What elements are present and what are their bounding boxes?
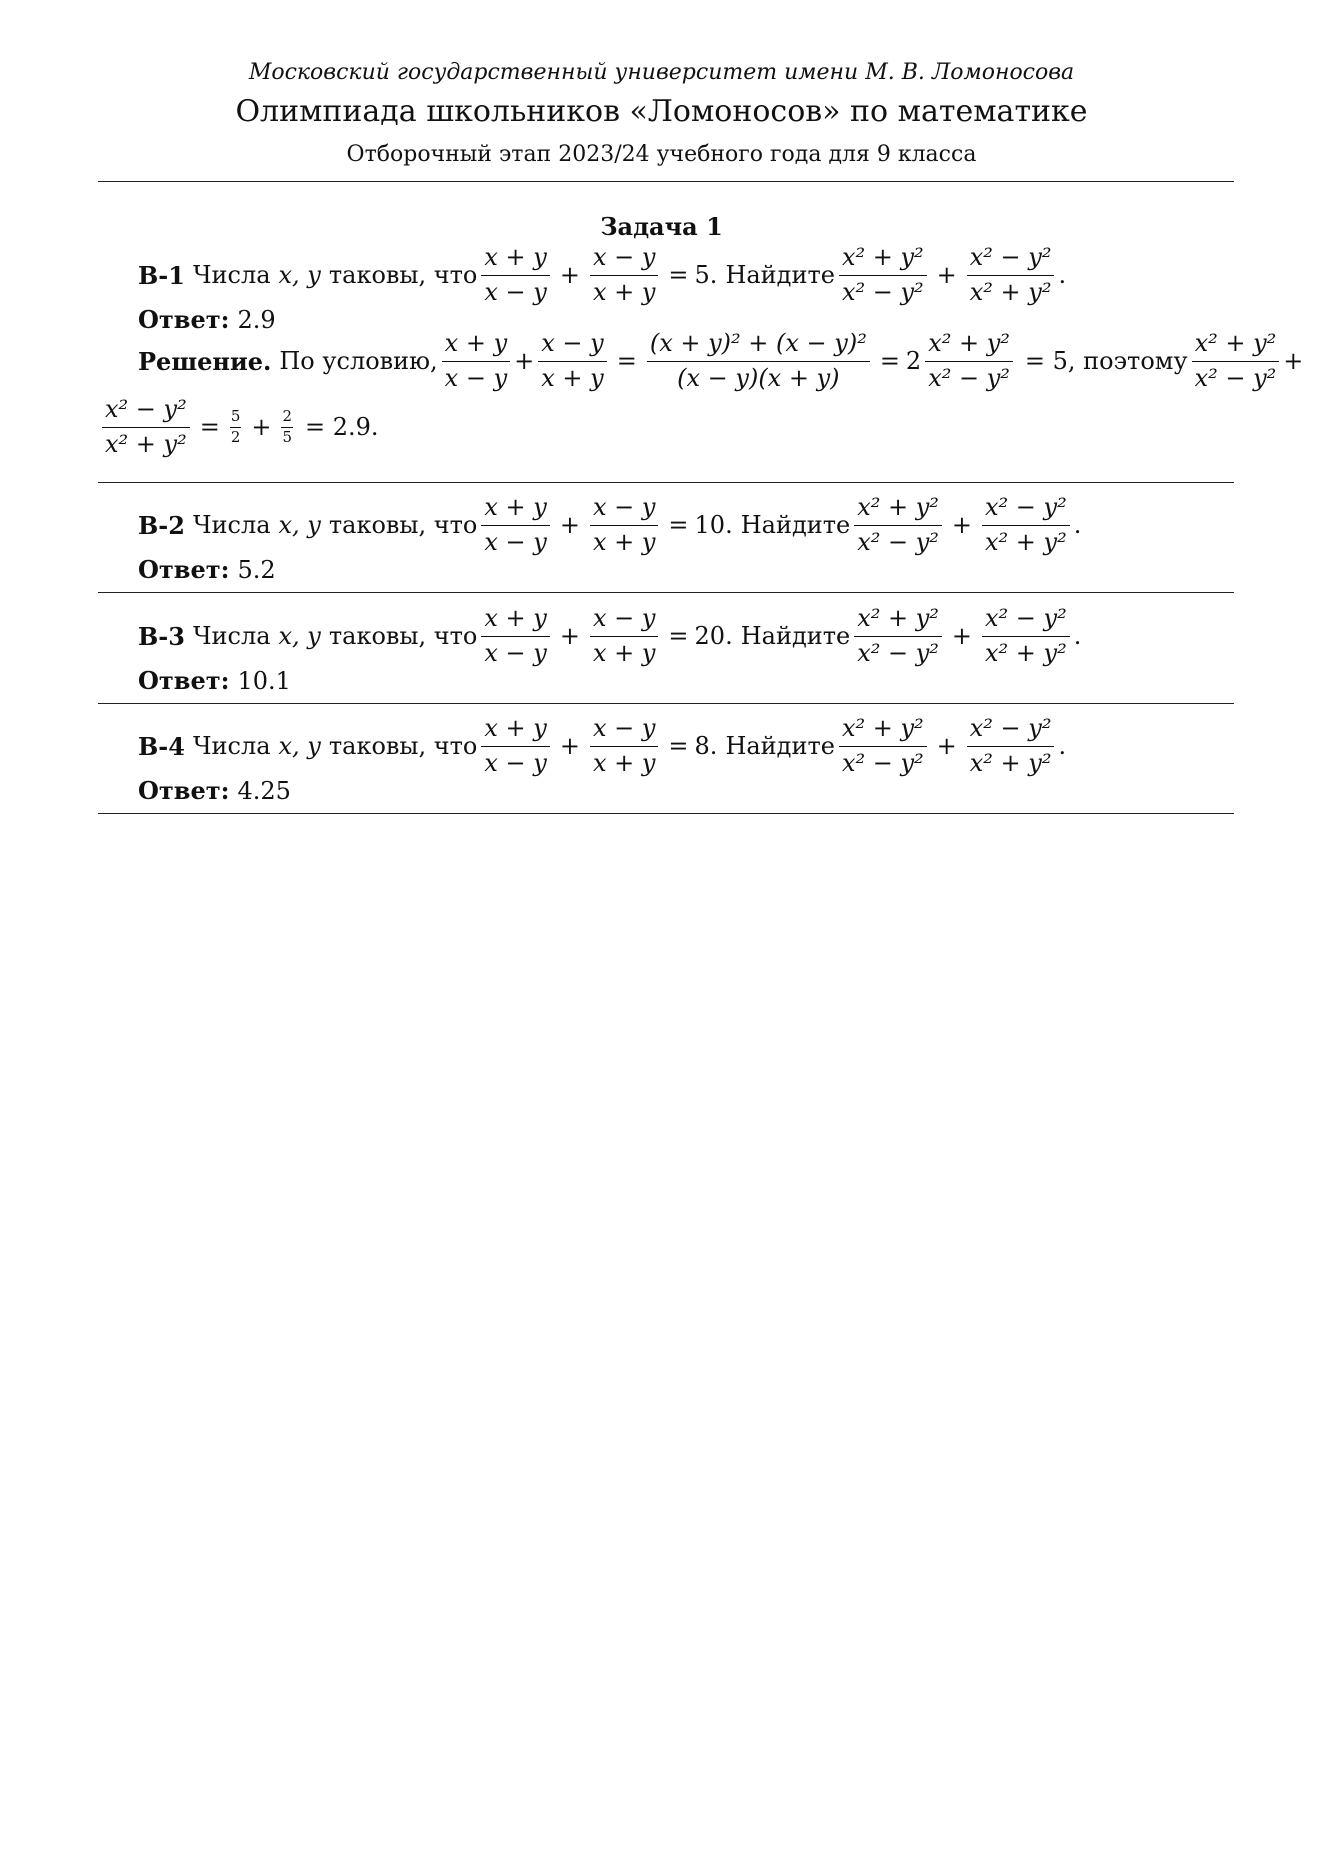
plus-sign: + [514, 347, 535, 376]
equals-sign: = [668, 261, 689, 290]
answer-value: 5.2 [237, 555, 276, 584]
variant-label: В-3 [138, 621, 185, 651]
plus-sign: + [936, 732, 957, 761]
fraction: $\frac{x + y}{x - y}$ [481, 715, 549, 777]
plus-sign: + [936, 261, 957, 290]
given-value: 20 [694, 622, 726, 651]
variant-2-statement: В-2 Числа x, y таковы, что $\frac{x + y}{x - y}$ + $\frac{x - y}{x + y}$ = 10 . Найдите $\frac{\text{x² + y²}}{\text{x² − y²}}$ + $\frac{\text{x² − y²}}{\text{x² + y²}}$ . [138, 493, 1082, 556]
such-that: таковы, что [328, 732, 478, 761]
plus-sign: + [559, 732, 580, 761]
vars: x, y [278, 261, 321, 290]
variant-3-answer [138, 666, 291, 695]
numbers-word: Числа [192, 732, 271, 761]
numbers-word: Числа [192, 622, 271, 651]
fraction: $\frac{x + y}{x - y}$ [481, 605, 549, 667]
fraction: $\frac{\text{(x + y)² + (x − y)²}}{(x - y)(x + y)}$ [647, 330, 870, 392]
answer-label: Ответ: [138, 666, 230, 695]
variant-label: В-1 [138, 260, 185, 290]
answer-label: Ответ: [138, 776, 230, 805]
university-name: Московский государственный университет имени М. В. Ломоносова [248, 60, 1075, 85]
fraction: $\frac{x - y}{x + y}$ [590, 715, 658, 777]
variant-label: В-2 [138, 510, 185, 540]
solution-intro: По условию, [279, 347, 438, 376]
header-divider [98, 181, 1234, 182]
fraction: $\frac{\text{x² − y²}}{\text{x² + y²}}$ [982, 494, 1070, 556]
variant-3-statement: В-3 Числа x, y таковы, что $\frac{x + y}{x - y}$ + $\frac{x - y}{x + y}$ = 20 . Найдите $\frac{\text{x² + y²}}{\text{x² − y²}}$ + $\frac{\text{x² − y²}}{\text{x² + y²}}$ . [138, 604, 1082, 667]
fraction: $\frac{\text{x² + y²}}{\text{x² − y²}}$ [1192, 330, 1280, 392]
answer-value: 10.1 [237, 666, 291, 695]
equals-sign: = [879, 347, 900, 376]
variant-4-answer [138, 776, 291, 805]
plus-sign: + [951, 511, 973, 540]
fraction: $\frac{\text{x² + y²}}{\text{x² − y²}}$ [854, 605, 942, 667]
solution-result: = 2.9. [305, 413, 379, 442]
fraction: $\frac{\text{x² + y²}}{\text{x² − y²}}$ [839, 715, 927, 777]
fraction: $\frac{\text{x² − y²}}{\text{x² + y²}}$ [967, 244, 1055, 306]
such-that: таковы, что [328, 261, 478, 290]
solution-label: Решение. [138, 346, 272, 376]
vars: x, y [278, 732, 321, 761]
fraction: $\frac{\text{x² + y²}}{\text{x² − y²}}$ [925, 330, 1013, 392]
plus-sign: + [559, 622, 580, 651]
find-word: Найдите [740, 511, 851, 540]
plus-sign: + [559, 511, 580, 540]
plus-sign: + [251, 413, 272, 442]
solution-line-2 [98, 396, 379, 458]
fraction: $\frac{\text{x² − y²}}{\text{x² + y²}}$ [967, 715, 1055, 777]
such-that: таковы, что [328, 511, 478, 540]
variant-divider [98, 482, 1234, 483]
such-that: таковы, что [328, 622, 478, 651]
variant-divider [98, 592, 1234, 593]
given-value: 10 [694, 511, 726, 540]
stage-subtitle: Отборочный этап 2023/24 учебного года для 9 класса [346, 142, 977, 167]
variant-1-statement: В-1 Числа x, y таковы, что $\frac{x + y}{x - y}$ + $\frac{x - y}{x + y}$ = 5 . Найдите $\frac{\text{x² + y²}}{\text{x² − y²}}$ + $\frac{\text{x² − y²}}{\text{x² + y²}}$ . [138, 243, 1067, 306]
fraction: $\frac{x + y}{x - y}$ [442, 330, 510, 392]
variant-label: В-4 [138, 731, 185, 761]
plus-sign: + [951, 622, 973, 651]
find-word: Найдите [725, 261, 835, 290]
numbers-word: Числа [192, 261, 271, 290]
fraction: $\frac{x - y}{x + y}$ [538, 330, 606, 392]
find-word: Найдите [740, 622, 851, 651]
plus-sign: + [1283, 347, 1304, 376]
given-value: 8 [694, 732, 710, 761]
variant-2-answer [138, 555, 276, 584]
fraction: $\frac{x + y}{x - y}$ [481, 494, 549, 556]
answer-label: Ответ: [138, 305, 230, 334]
vars: x, y [278, 511, 321, 540]
coefficient: 2 [905, 347, 922, 376]
fraction: $\frac{x - y}{x + y}$ [590, 494, 658, 556]
olympiad-title: Олимпиада школьников «Ломоносов» по математике [235, 94, 1088, 129]
fraction: $\frac{\text{x² + y²}}{\text{x² − y²}}$ [854, 494, 942, 556]
equals-sign: = [616, 347, 637, 376]
solution-line-1 [138, 330, 1303, 392]
answer-label: Ответ: [138, 555, 230, 584]
vars: x, y [278, 622, 321, 651]
answer-value: 2.9 [237, 305, 276, 334]
equals-sign: = [199, 413, 220, 442]
equals-sign: = [668, 732, 689, 761]
solution-eq5: = 5, поэтому [1024, 347, 1188, 376]
fraction: $\frac{\text{x² − y²}}{\text{x² + y²}}$ [102, 396, 190, 458]
answer-value: 4.25 [237, 776, 291, 805]
equals-sign: = [668, 622, 689, 651]
fraction: $\frac{x + y}{x - y}$ [481, 244, 549, 306]
plus-sign: + [559, 261, 580, 290]
task-title: Задача 1 [600, 212, 723, 241]
variant-4-statement: В-4 Числа x, y таковы, что $\frac{x + y}{x - y}$ + $\frac{x - y}{x + y}$ = 8 . Найдите $\frac{\text{x² + y²}}{\text{x² − y²}}$ + $\frac{\text{x² − y²}}{\text{x² + y²}}$ . [138, 714, 1067, 777]
find-word: Найдите [725, 732, 835, 761]
variant-divider [98, 813, 1234, 814]
equals-sign: = [668, 511, 689, 540]
numbers-word: Числа [192, 511, 271, 540]
fraction: $\frac{x - y}{x + y}$ [590, 244, 658, 306]
fraction: $\frac{2}{5}$ [282, 407, 293, 446]
variant-divider [98, 703, 1234, 704]
given-value: 5 [694, 261, 710, 290]
fraction: $\frac{\text{x² + y²}}{\text{x² − y²}}$ [839, 244, 927, 306]
fraction: $\frac{5}{2}$ [230, 407, 241, 446]
fraction: $\frac{x - y}{x + y}$ [590, 605, 658, 667]
fraction: $\frac{\text{x² − y²}}{\text{x² + y²}}$ [982, 605, 1070, 667]
